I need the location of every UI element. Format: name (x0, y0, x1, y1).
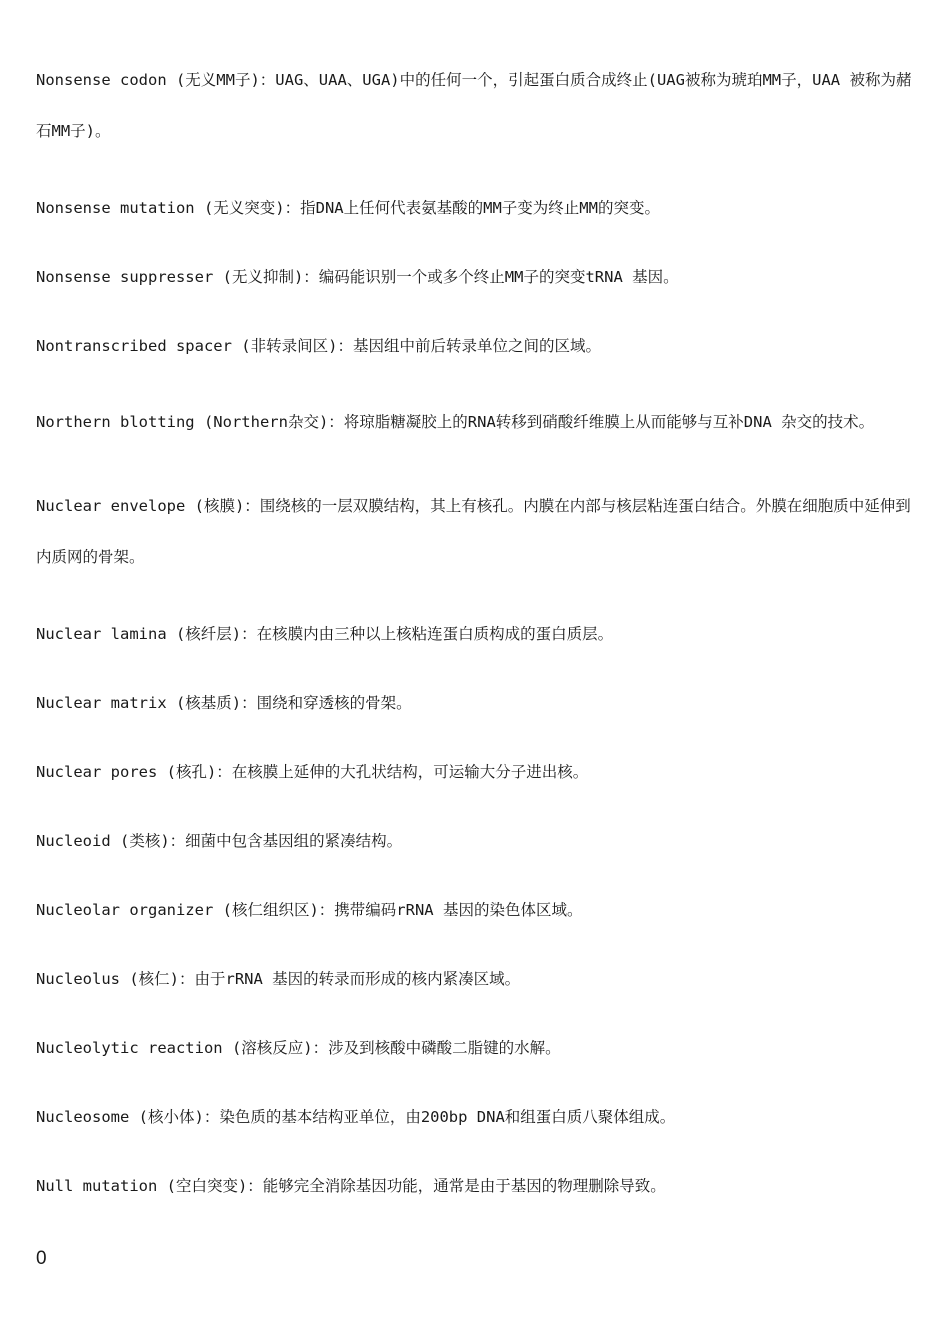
glossary-entry: Nucleolus (核仁)：由于rRNA 基因的转录而形成的核内紧凑区域。 (36, 970, 521, 988)
glossary-entry: Nucleosome (核小体)：染色质的基本结构亚单位，由200bp DNA和组蛋白质八聚体组成。 (36, 1108, 676, 1126)
glossary-entry: Null mutation (空白突变)：能够完全消除基因功能，通常是由于基因的物理删除导致。 (36, 1177, 666, 1195)
glossary-entry: Nonsense suppresser (无义抑制)：编码能识别一个或多个终止MM子的突变tRNA 基因。 (36, 268, 679, 286)
glossary-entry: Nuclear pores (核孔)：在核膜上延伸的大孔状结构，可运输大分子进出核。 (36, 763, 589, 781)
glossary-entry: Nontranscribed spacer (非转录间区)：基因组中前后转录单位之间的区域。 (36, 337, 601, 355)
document-body (36, 55, 916, 1237)
page-number: 0 (36, 1248, 47, 1269)
glossary-entry: Nucleoid (类核)：细菌中包含基因组的紧凑结构。 (36, 832, 403, 850)
glossary-entry: Nonsense mutation (无义突变)：指DNA上任何代表氨基酸的MM子变为终止MM的突变。 (36, 199, 660, 217)
glossary-entry: Nuclear matrix (核基质)：围绕和穿透核的骨架。 (36, 694, 412, 712)
glossary-entry: Nucleolar organizer (核仁组织区)：携带编码rRNA 基因的染色体区域。 (36, 901, 583, 919)
glossary-entry: Nucleolytic reaction (溶核反应)：涉及到核酸中磷酸二脂键的水解。 (36, 1039, 561, 1057)
glossary-entry: Nuclear envelope (核膜)：围绕核的一层双膜结构，其上有核孔。内膜在内部与核层粘连蛋白结合。外膜在细胞质中延伸到内质网的骨架。 (36, 497, 911, 566)
glossary-entry: Northern blotting (Northern杂交)：将琼脂糖凝胶上的RNA转移到硝酸纤维膜上从而能够与互补DNA 杂交的技术。 (36, 413, 875, 431)
glossary-entry: Nuclear lamina (核纤层)：在核膜内由三种以上核粘连蛋白质构成的蛋白质层。 (36, 625, 614, 643)
glossary-entry: Nonsense codon (无义MM子)：UAG、UAA、UGA)中的任何一个，引起蛋白质合成终止(UAG被称为琥珀MM子，UAA 被称为赭石MM子)。 (36, 71, 912, 140)
